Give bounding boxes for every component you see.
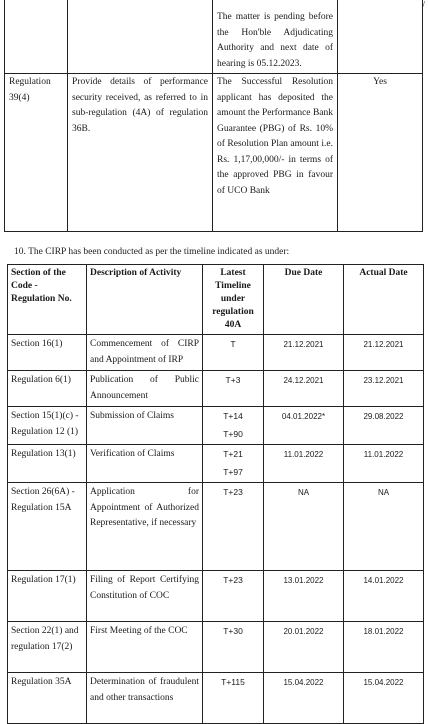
due-date-cell: 11.01.2022	[264, 445, 344, 483]
requirement-cell	[68, 0, 213, 74]
section-cell: Regulation 17(1)	[8, 571, 87, 622]
due-date-cell: 15.04.2022	[264, 673, 344, 724]
timeline-extended-value: T+90	[223, 428, 243, 439]
header-activity: Description of Activity	[87, 265, 203, 335]
section-cell: Regulation 35A	[8, 673, 87, 724]
status-cell: The matter is pending before the Hon'ble Adjudicating Authority and next date of hearing is 05.12.2023.	[213, 0, 338, 74]
header-section: Section of the Code - Regulation No.	[8, 265, 87, 335]
header-due-date: Due Date	[264, 265, 344, 335]
section-intro-text: 10. The CIRP has been conducted as per the timeline indicated as under:	[14, 247, 290, 257]
compliance-cell	[338, 0, 423, 74]
timeline-value: T+23	[223, 575, 243, 585]
actual-date-cell: NA	[344, 483, 424, 571]
compliance-cell: Yes	[338, 74, 423, 232]
actual-date-cell: 29.08.2022	[344, 407, 424, 445]
table-row	[5, 0, 423, 74]
timeline-value: T+30	[223, 626, 243, 636]
activity-cell: Commencement of CIRP and Appointment of IRP	[87, 335, 203, 371]
table-row	[5, 74, 423, 232]
activity-cell: Publication of Public Announcement	[87, 371, 203, 407]
regulation-cell	[5, 0, 68, 74]
cirp-timeline-table	[7, 264, 424, 724]
table-row	[8, 483, 424, 571]
table-row	[8, 571, 424, 622]
table-header-row	[8, 265, 424, 335]
activity-cell: Submission of Claims	[87, 407, 203, 445]
timeline-cell	[203, 673, 264, 724]
due-date-cell: 24.12.2021	[264, 371, 344, 407]
timeline-value: T+14	[223, 411, 243, 421]
header-actual-date: Actual Date	[344, 265, 424, 335]
timeline-extended-value: T+97	[223, 466, 243, 477]
activity-cell: First Meeting of the COC	[87, 622, 203, 673]
activity-cell: Determination of fraudulent and other transactions	[87, 673, 203, 724]
section-cell: Regulation 6(1)	[8, 371, 87, 407]
table-row	[8, 407, 424, 445]
timeline-value: T	[230, 339, 236, 349]
actual-date-cell: 15.04.2022	[344, 673, 424, 724]
timeline-value: T+115	[221, 677, 245, 687]
requirement-cell: Provide details of performance security received, as referred to in sub-regulation (4A) of regulation 36B.	[68, 74, 213, 232]
activity-cell: Filing of Report Certifying Constitution of COC	[87, 571, 203, 622]
section-cell: Regulation 13(1)	[8, 445, 87, 483]
due-date-cell: 13.01.2022	[264, 571, 344, 622]
timeline-cell	[203, 622, 264, 673]
table-row	[8, 445, 424, 483]
timeline-value: T+3	[225, 375, 241, 385]
actual-date-cell: 18.01.2022	[344, 622, 424, 673]
section-cell: Section 16(1)	[8, 335, 87, 371]
timeline-value: T+23	[223, 487, 243, 497]
table-row	[8, 335, 424, 371]
due-date-cell: 20.01.2022	[264, 622, 344, 673]
timeline-value: T+21	[223, 449, 243, 459]
activity-cell: Verification of Claims	[87, 445, 203, 483]
activity-cell: Application for Appointment of Authorized Representative, if necessary	[87, 483, 203, 571]
actual-date-cell: 14.01.2022	[344, 571, 424, 622]
actual-date-cell: 23.12.2021	[344, 371, 424, 407]
corner-mark: /	[422, 0, 425, 11]
regulation-cell: Regulation 39(4)	[5, 74, 68, 232]
section-cell: Section 22(1) and regulation 17(2)	[8, 622, 87, 673]
header-timeline: Latest Timeline under regulation 40A	[203, 265, 264, 335]
timeline-cell	[203, 483, 264, 571]
due-date-cell: 21.12.2021	[264, 335, 344, 371]
section-cell: Section 26(6A) - Regulation 15A	[8, 483, 87, 571]
due-date-cell: 04.01.2022*	[264, 407, 344, 445]
table-row	[8, 371, 424, 407]
timeline-cell	[203, 371, 264, 407]
actual-date-cell: 21.12.2021	[344, 335, 424, 371]
table-row	[8, 622, 424, 673]
timeline-cell	[203, 335, 264, 371]
timeline-cell	[203, 571, 264, 622]
compliance-table	[4, 0, 423, 232]
actual-date-cell: 11.01.2022	[344, 445, 424, 483]
timeline-cell	[203, 407, 264, 445]
section-cell: Section 15(1)(c) - Regulation 12 (1)	[8, 407, 87, 445]
table-row	[8, 673, 424, 724]
due-date-cell: NA	[264, 483, 344, 571]
timeline-cell	[203, 445, 264, 483]
status-cell: The Successful Resolution applicant has deposited the amount the Performance Bank Guarantee (PBG) of Rs. 10% of Resolution Plan amount i.e. Rs. 1,17,00,000/- in terms of the approved PBG in favour of UCO Bank	[213, 74, 338, 232]
